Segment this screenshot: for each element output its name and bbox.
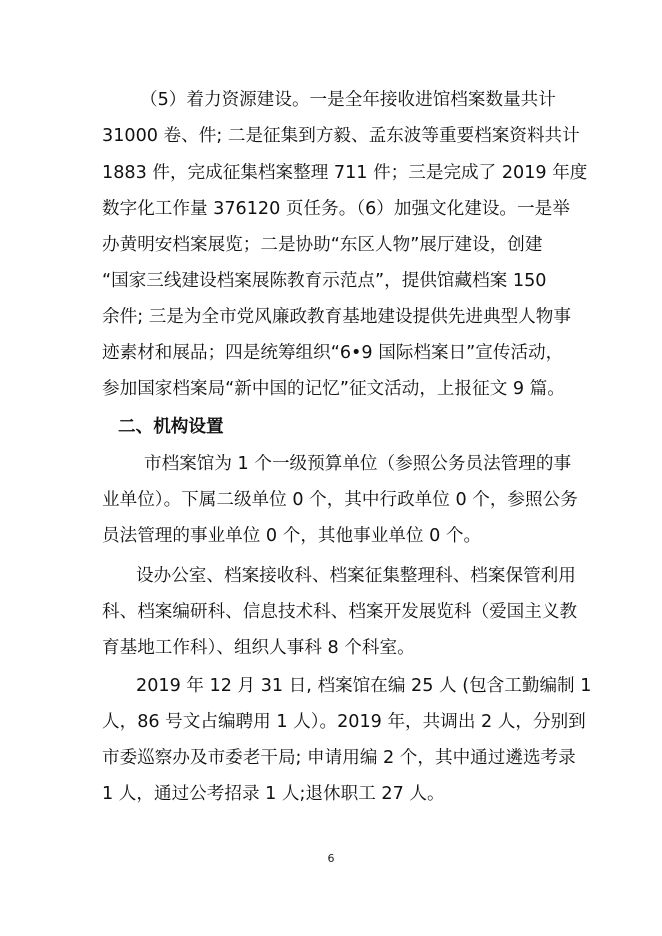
paragraph-resources-line-5 — [0, 234, 662, 256]
paragraph-units-line-1 — [0, 453, 662, 475]
paragraph-units-line-2 — [0, 489, 662, 511]
text-span: 余件; 三是为全市党风廉政教育基地建设提供先进典型人物事 — [102, 307, 571, 327]
text-span: 业单位）。下属二级单位 0 个，其中行政单位 0 个，参照公务 — [102, 490, 578, 510]
paragraph-resources-line-6 — [0, 270, 662, 292]
text-span: 市档案馆为 1 个一级预算单位（参照公务员法管理的事 — [144, 454, 572, 474]
paragraph-resources-line-2 — [0, 125, 662, 147]
text-span: 人，86 号文占编聘用 1 人）。2019 年，共调出 2 人，分别到 — [102, 712, 586, 732]
text-span: 育基地工作科）、组织人事科 8 个科室。 — [102, 638, 415, 658]
paragraph-departments-line-1 — [0, 565, 662, 587]
paragraph-resources-line-9 — [0, 378, 662, 400]
page-number: 6 — [327, 852, 335, 865]
text-span: 设办公室、档案接收科、档案征集整理科、档案保管利用 — [136, 566, 576, 586]
paragraph-resources-line-7 — [0, 306, 662, 328]
text-span: 1 人，通过公考招录 1 人;退休职工 27 人。 — [102, 784, 445, 804]
text-span: 2019 年 12 月 31 日, 档案馆在编 25 人 (包含工勤编制 1 — [136, 676, 592, 696]
section-heading — [0, 416, 662, 438]
text-span: 迹素材和展品；四是统筹组织“6•9 国际档案日”宣传活动， — [102, 343, 564, 363]
text-span: （5）着力资源建设。一是全年接收进馆档案数量共计 — [140, 90, 556, 110]
paragraph-staff-line-3 — [0, 747, 662, 769]
text-span: “国家三线建设档案展陈教育示范点”，提供馆藏档案 150 — [102, 271, 547, 291]
text-span: 市委巡察办及市委老干局; 申请用编 2 个，其中通过遴选考录 — [102, 748, 576, 768]
paragraph-departments-line-3 — [0, 637, 662, 659]
paragraph-resources-line-8 — [0, 342, 662, 364]
paragraph-resources-line-3 — [0, 162, 662, 184]
paragraph-units-line-3 — [0, 525, 662, 547]
paragraph-resources-line-1 — [0, 89, 662, 111]
text-span: 31000 卷、件; 二是征集到方毅、孟东波等重要档案资料共计 — [102, 126, 580, 146]
paragraph-staff-line-4 — [0, 783, 662, 805]
text-span: 1883 件，完成征集档案整理 711 件；三是完成了 2019 年度 — [102, 163, 588, 183]
text-span: 参加国家档案局“新中国的记忆”征文活动，上报征文 9 篇。 — [102, 379, 565, 399]
text-span: 办黄明安档案展览；二是协助“东区人物”展厅建设，创建 — [102, 235, 543, 255]
paragraph-departments-line-2 — [0, 601, 662, 623]
paragraph-staff-line-2 — [0, 711, 662, 733]
heading-text: 二、机构设置 — [118, 417, 224, 437]
paragraph-resources-line-4 — [0, 198, 662, 220]
paragraph-staff-line-1 — [0, 675, 662, 697]
text-span: 数字化工作量 376120 页任务。（6）加强文化建设。一是举 — [102, 199, 570, 219]
text-span: 员法管理的事业单位 0 个，其他事业单位 0 个。 — [102, 526, 482, 546]
text-span: 科、档案编研科、信息技术科、档案开发展览科（爱国主义教 — [102, 602, 578, 622]
